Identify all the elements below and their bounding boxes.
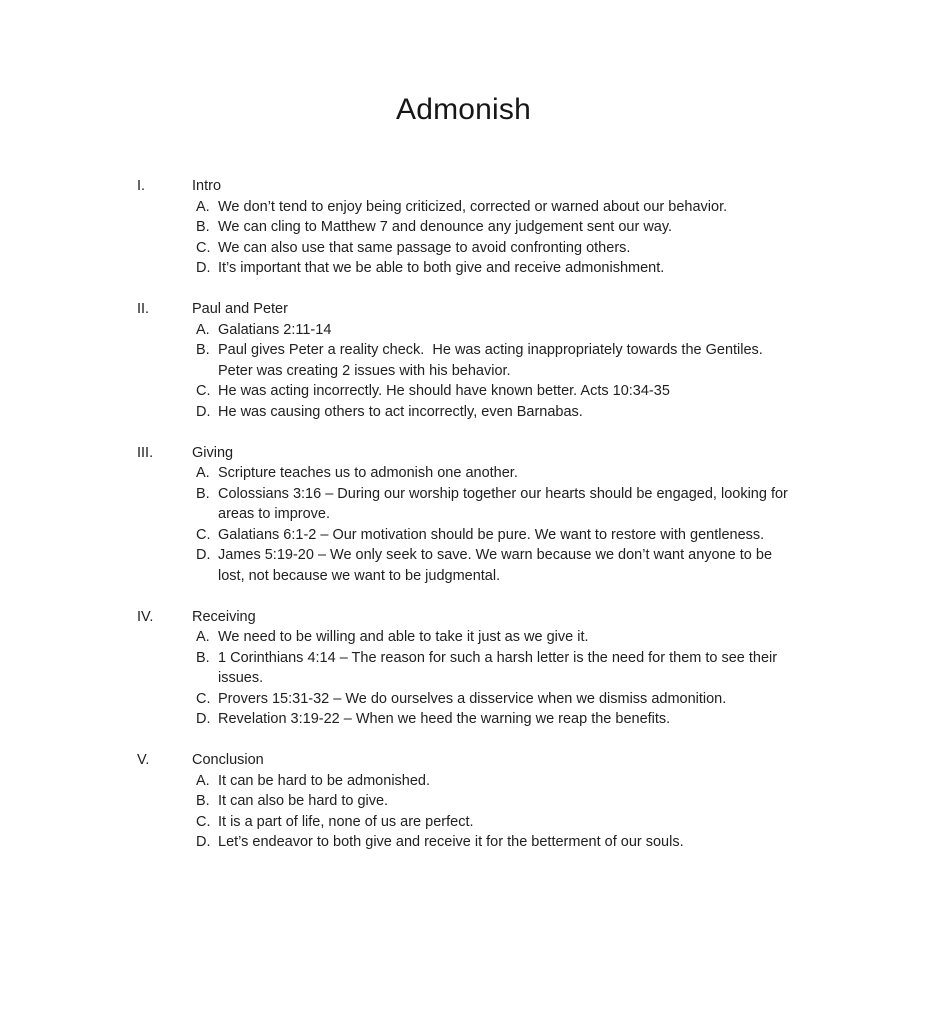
item-line: issues. (218, 670, 264, 686)
outline-item (0, 791, 927, 812)
outline-item (0, 217, 927, 238)
outline-section (0, 607, 927, 730)
item-letter: A. (196, 772, 210, 789)
item-letter: D. (196, 711, 211, 727)
item-text (218, 402, 583, 423)
item-line: We can also use that same passage to avoid confronting others. (218, 239, 631, 256)
outline-section (0, 750, 927, 853)
item-letter: C. (196, 239, 211, 256)
section-header (0, 443, 927, 464)
outline (0, 176, 927, 853)
item-text (218, 217, 672, 238)
item-text (218, 197, 727, 218)
item-line: Peter was creating 2 issues with his behavior. (218, 362, 511, 379)
outline-item (0, 627, 927, 648)
item-letter: D. (196, 403, 211, 420)
item-letter: B. (196, 219, 210, 235)
item-line: Let’s endeavor to both give and receive it for the betterment of our souls. (218, 834, 684, 850)
section-numeral: V. (137, 752, 150, 768)
outline-item (0, 709, 927, 730)
item-letter: D. (196, 834, 211, 850)
item-line: It can be hard to be admonished. (218, 772, 431, 789)
item-line: areas to improve. (218, 506, 331, 522)
item-text (218, 791, 388, 812)
item-line: James 5:19-20 – We only seek to save. We warn because we don’t want anyone to be (218, 547, 773, 563)
item-line: It is a part of life, none of us are perfect. (218, 813, 474, 830)
outline-section (0, 443, 927, 587)
item-text (218, 545, 772, 586)
section-heading: Giving (192, 444, 234, 461)
outline-item (0, 545, 927, 586)
item-text (218, 525, 764, 546)
item-line: Provers 15:31-32 – We do ourselves a disservice when we dismiss admonition. (218, 690, 727, 707)
item-line: Scripture teaches us to admonish one another. (218, 465, 518, 481)
item-text (218, 709, 670, 730)
outline-item (0, 238, 927, 259)
outline-item (0, 525, 927, 546)
item-letter: A. (196, 198, 210, 215)
item-text (218, 320, 331, 341)
section-heading: Paul and Peter (192, 301, 288, 317)
outline-item (0, 463, 927, 484)
item-letter: B. (196, 485, 210, 502)
section-numeral: IV. (137, 608, 154, 625)
outline-item (0, 689, 927, 710)
item-text (218, 258, 664, 279)
item-letter: B. (196, 649, 210, 666)
section-header (0, 750, 927, 771)
item-letter: C. (196, 813, 211, 830)
item-line: We can cling to Matthew 7 and denounce any judgement sent our way. (218, 219, 673, 235)
section-numeral: I. (137, 178, 146, 194)
outline-section (0, 176, 927, 279)
item-letter: A. (196, 465, 210, 481)
item-letter: C. (196, 690, 211, 707)
section-heading: Receiving (192, 608, 256, 625)
item-letter: A. (196, 629, 210, 645)
item-line: He was causing others to act incorrectly, even Barnabas. (218, 403, 583, 420)
item-letter: D. (196, 260, 211, 276)
outline-item (0, 832, 927, 853)
item-text (218, 463, 518, 484)
item-text (218, 771, 430, 792)
item-line: 1 Corinthians 4:14 – The reason for such a harsh letter is the need for them to see their (218, 649, 778, 666)
section-heading: Conclusion (192, 752, 264, 768)
section-header (0, 299, 927, 320)
item-line: Galatians 6:1-2 – Our motivation should be pure. We want to restore with gentleness. (218, 526, 765, 543)
outline-item (0, 812, 927, 833)
item-line: It can also be hard to give. (218, 793, 389, 809)
item-letter: B. (196, 342, 210, 358)
section-heading: Intro (192, 178, 222, 194)
outline-item (0, 381, 927, 402)
item-line: We don’t tend to enjoy being criticized, corrected or warned about our behavior. (218, 198, 728, 215)
item-letter: A. (196, 321, 210, 338)
item-letter: C. (196, 526, 211, 543)
outline-item (0, 484, 927, 525)
outline-item (0, 771, 927, 792)
item-line: He was acting incorrectly. He should have known better. Acts 10:34-35 (218, 383, 670, 399)
item-text (218, 812, 474, 833)
item-text (218, 238, 630, 259)
item-text (218, 340, 763, 381)
item-text (218, 689, 726, 710)
outline-item (0, 648, 927, 689)
item-letter: D. (196, 547, 211, 563)
item-line: Paul gives Peter a reality check. He was acting inappropriately towards the Gentiles. (218, 342, 763, 358)
section-header (0, 176, 927, 197)
item-line: We need to be willing and able to take it just as we give it. (218, 629, 589, 645)
outline-item (0, 402, 927, 423)
item-text (218, 381, 670, 402)
item-text (218, 648, 777, 689)
item-text (218, 627, 589, 648)
outline-item (0, 258, 927, 279)
item-line: lost, not because we want to be judgmental. (218, 567, 501, 584)
item-line: Revelation 3:19-22 – When we heed the warning we reap the benefits. (218, 711, 671, 727)
section-numeral: III. (137, 444, 154, 461)
section-numeral: II. (137, 301, 150, 317)
item-letter: B. (196, 793, 210, 809)
item-text (218, 484, 788, 525)
outline-section (0, 299, 927, 422)
item-letter: C. (196, 383, 211, 399)
item-text (218, 832, 684, 853)
item-line: Galatians 2:11-14 (218, 321, 332, 338)
section-header (0, 607, 927, 628)
outline-item (0, 340, 927, 381)
item-line: Colossians 3:16 – During our worship together our hearts should be engaged, looking for (218, 485, 788, 502)
outline-item (0, 320, 927, 341)
document-title: Admonish (395, 93, 531, 126)
item-line: It’s important that we be able to both give and receive admonishment. (218, 260, 665, 276)
outline-item (0, 197, 927, 218)
